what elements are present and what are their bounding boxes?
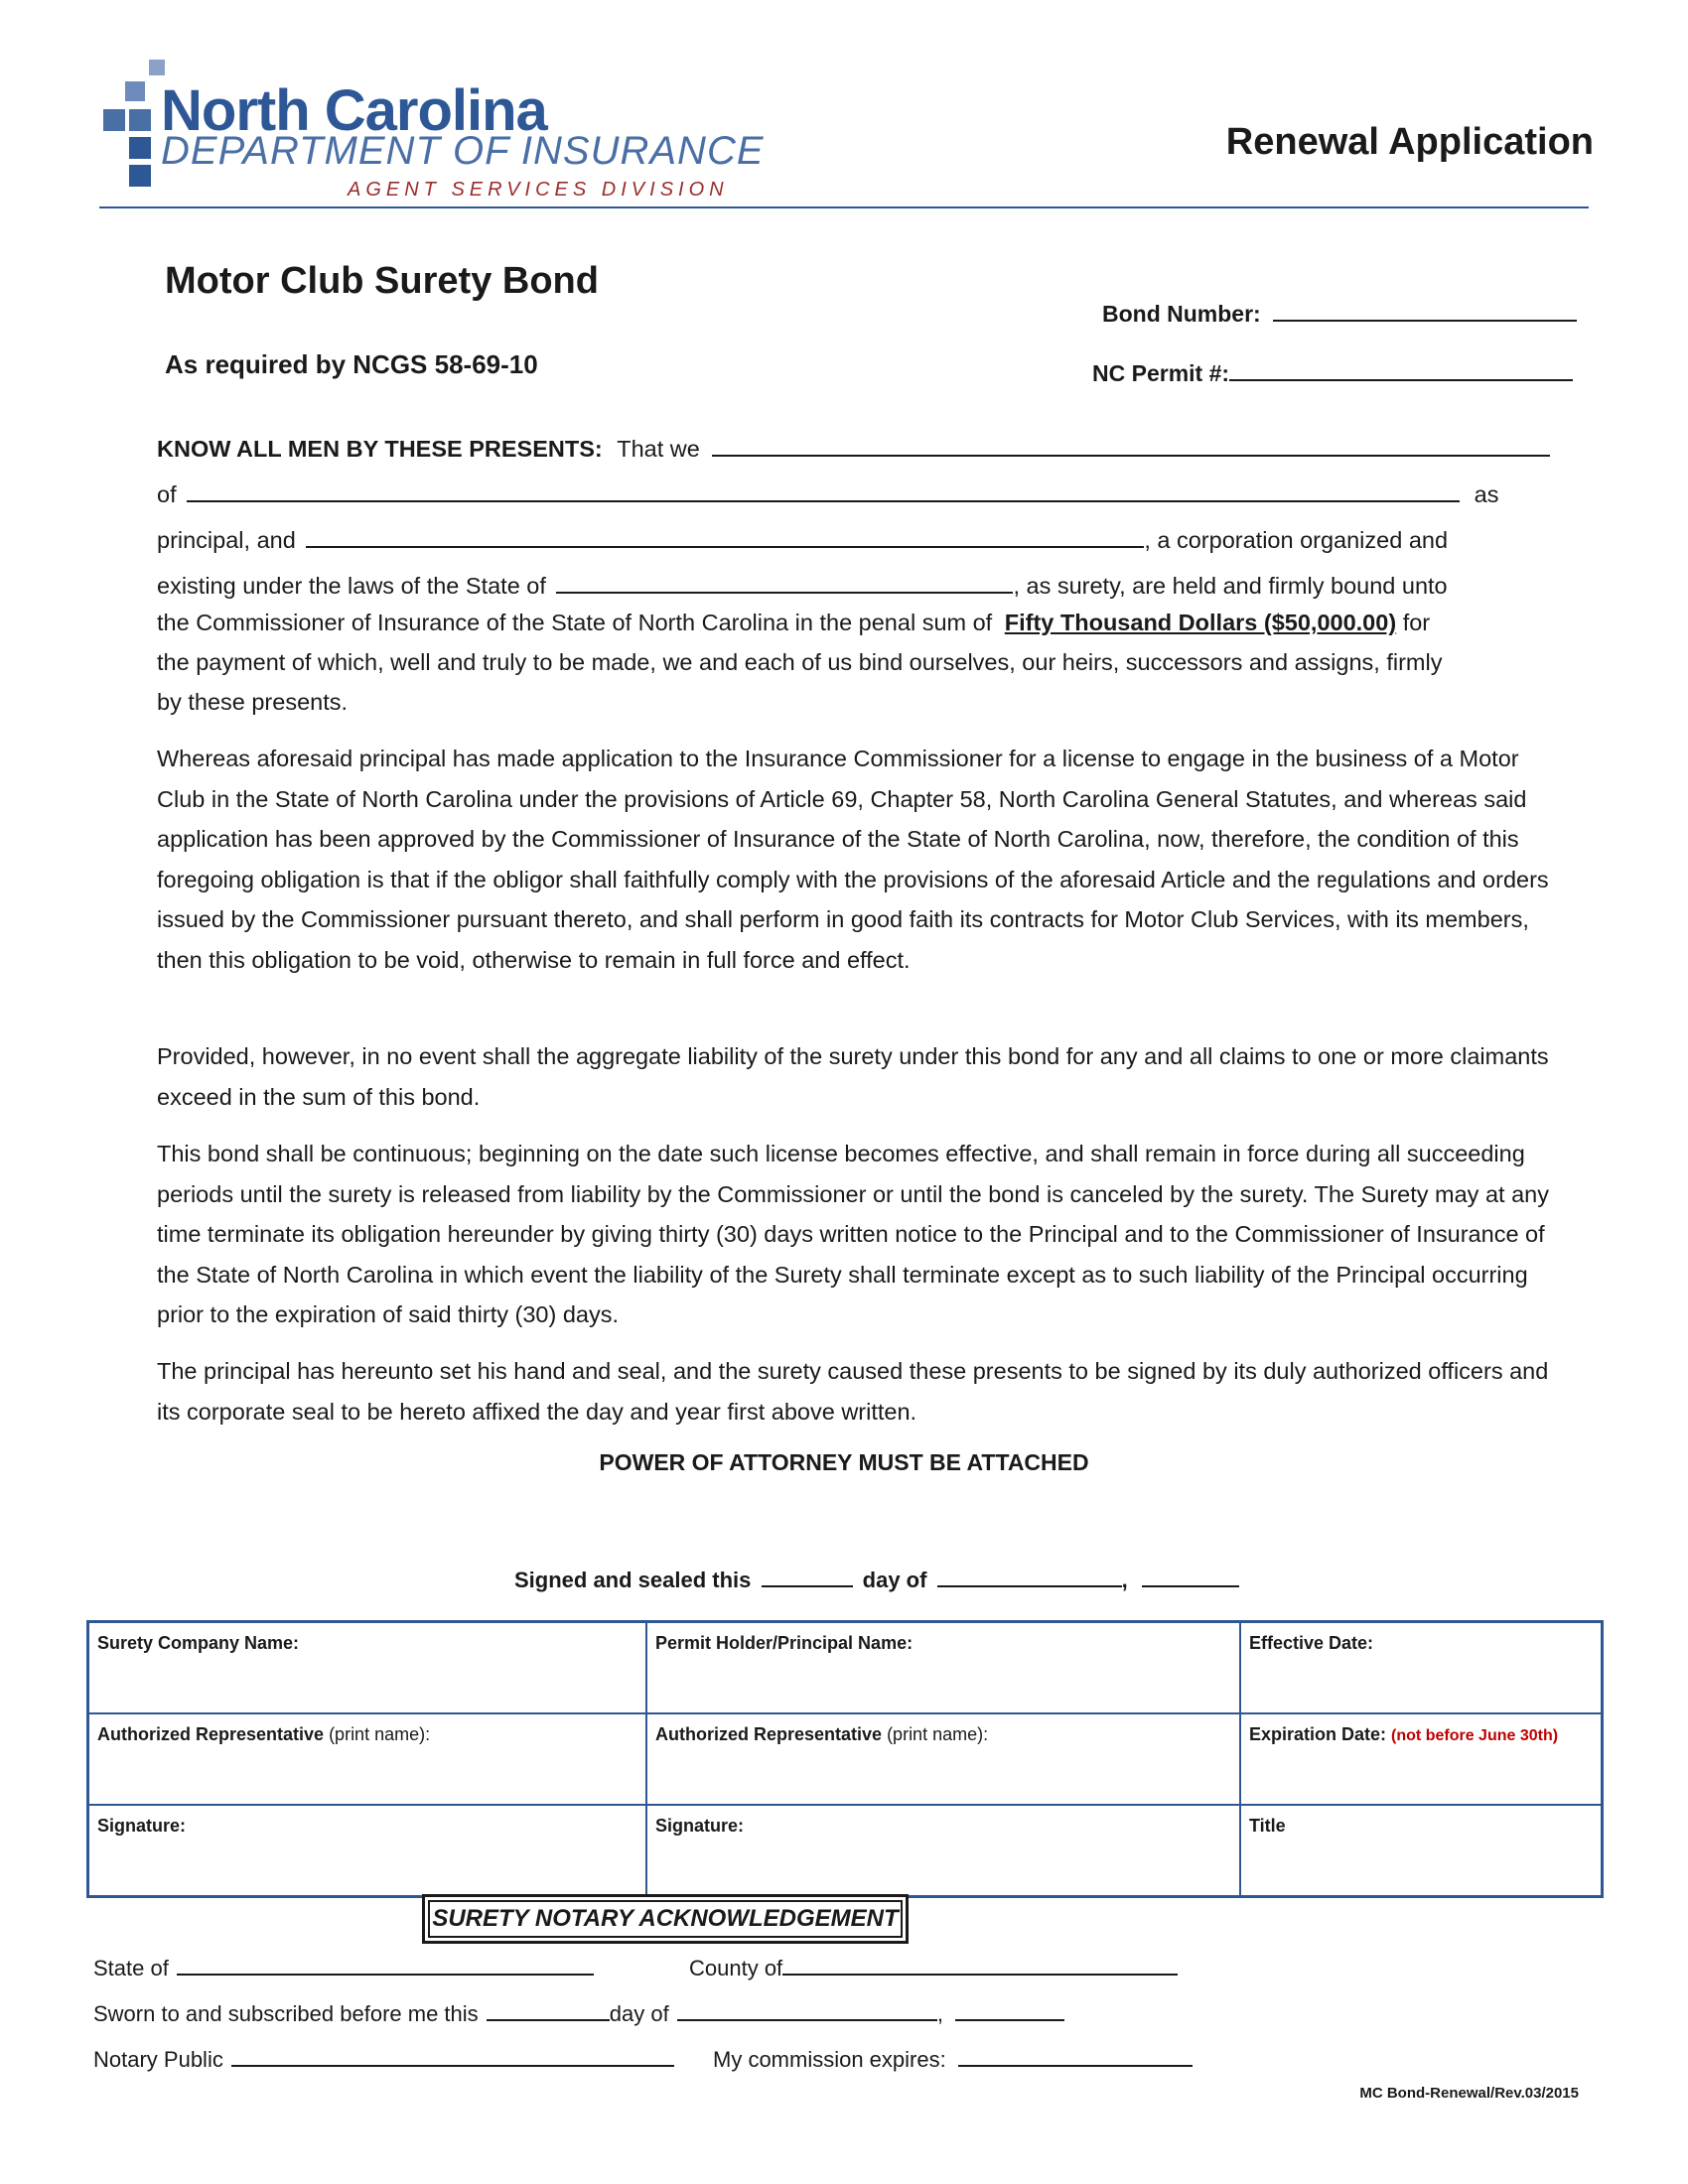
ncdoi-logo: [99, 60, 765, 208]
notary-sworn-label: Sworn to and subscribed before me this: [93, 2001, 479, 2026]
surety-rep-cell[interactable]: [88, 1713, 647, 1805]
existing-row: [157, 570, 1448, 600]
principal-rep-label: Authorized Representative: [655, 1724, 883, 1744]
notary-month-field[interactable]: [677, 1997, 937, 2021]
effective-date-cell[interactable]: [1240, 1622, 1603, 1714]
signed-day-of-label: day of: [862, 1568, 927, 1592]
nc-permit-field[interactable]: [1229, 357, 1573, 381]
notary-heading: SURETY NOTARY ACKNOWLEDGEMENT: [432, 1905, 899, 1932]
form-revision: MC Bond-Renewal/Rev.03/2015: [1359, 2085, 1579, 2102]
continuous-paragraph: This bond shall be continuous; beginning on the date such license becomes effective, and shall remain in force during all succeeding periods until the surety is released from liability by the Commissioner or until the bond is canceled by the surety. The Surety may at any time terminate its obligation hereunder by giving thirty (30) days written notice to the Principal and to the Commissioner of Insurance of the State of North Carolina in which event the liability of the Surety shall terminate except as to such liability of the Principal occurring prior to the expiration of said thirty (30) days.: [157, 1141, 1549, 1327]
surety-name-field[interactable]: [306, 524, 1144, 548]
principal-rep-cell[interactable]: [646, 1713, 1240, 1805]
table-row: [88, 1713, 1603, 1805]
principal-and-label: principal, and: [157, 527, 296, 553]
principal-name-field[interactable]: [712, 433, 1550, 457]
by-these-presents: by these presents.: [157, 689, 349, 715]
principal-rep-note: (print name):: [882, 1724, 989, 1744]
of-row: [157, 478, 1499, 508]
provided-paragraph: Provided, however, in no event shall the aggregate liability of the surety under this bond for any and all claims to one or more claimants exceed in the sum of this bond.: [157, 1043, 1549, 1110]
nc-permit-label: NC Permit #:: [1092, 360, 1230, 386]
signed-year-field[interactable]: [1142, 1564, 1239, 1587]
principal-signature-label: Signature:: [655, 1816, 745, 1836]
notary-sworn-row: [93, 1997, 1064, 2027]
permit-holder-cell[interactable]: [646, 1622, 1240, 1714]
notary-public-label: Notary Public: [93, 2047, 223, 2072]
notary-public-field[interactable]: [231, 2043, 674, 2067]
notary-county-label: County of: [689, 1956, 783, 1980]
as-surety-label: , as surety, are held and firmly bound unto: [1013, 573, 1448, 599]
logo-division: AGENT SERVICES DIVISION: [348, 179, 729, 201]
know-all-men-label: KNOW ALL MEN BY THESE PRESENTS:: [157, 436, 603, 462]
effective-date-label: Effective Date:: [1249, 1633, 1374, 1653]
notary-state-label: State of: [93, 1956, 169, 1980]
notary-year-field[interactable]: [955, 1997, 1064, 2021]
nc-permit-row: [1092, 357, 1573, 387]
surety-state-field[interactable]: [556, 570, 1013, 594]
notary-county-row: [689, 1952, 1178, 1981]
signed-sealed-label: Signed and sealed this: [514, 1568, 752, 1592]
penal-sum-amount: Fifty Thousand Dollars ($50,000.00): [1004, 610, 1397, 635]
corporation-label: , a corporation organized and: [1144, 527, 1449, 553]
signed-sealed-row: [514, 1564, 1239, 1593]
notary-county-field[interactable]: [782, 1952, 1178, 1976]
logo-square-icon: [149, 60, 165, 75]
table-row: [88, 1622, 1603, 1714]
bond-number-field[interactable]: [1273, 298, 1577, 322]
logo-square-icon: [103, 109, 125, 131]
notary-state-row: [93, 1952, 594, 1981]
bond-number-label: Bond Number:: [1102, 301, 1261, 327]
table-row: [88, 1805, 1603, 1897]
whereas-paragraph: Whereas aforesaid principal has made application to the Insurance Commissioner for a license to engage in the business of a Motor Club in the State of North Carolina under the provisions of Article 69, Chapter 58, North Carolina General Statutes, and whereas said application has been approved by the Commissioner of Insurance of the State of North Carolina, now, therefore, the condition of this foregoing obligation is that if the obligor shall faithfully comply with the provisions of the aforesaid Article and the regulations and orders issued by the Commissioner pursuant thereto, and shall perform in good faith its contracts for Motor Club Services, with its members, then this obligation to be void, otherwise to remain in full force and effect.: [157, 746, 1549, 973]
notary-heading-box: [422, 1894, 909, 1944]
permit-holder-label: Permit Holder/Principal Name:: [655, 1633, 914, 1653]
logo-square-icon: [129, 137, 151, 159]
surety-signature-label: Signature:: [97, 1816, 187, 1836]
statute-reference: As required by NCGS 58-69-10: [165, 349, 538, 379]
notary-comma: ,: [936, 2001, 943, 2026]
logo-square-icon: [125, 81, 145, 101]
existing-label: existing under the laws of the State of: [157, 573, 546, 599]
principal-address-field[interactable]: [187, 478, 1460, 502]
logo-square-icon: [129, 165, 151, 187]
notary-day-field[interactable]: [487, 1997, 610, 2021]
expiration-date-cell[interactable]: [1240, 1713, 1603, 1805]
commission-row: [713, 2043, 1193, 2073]
principal-signature-cell[interactable]: [646, 1805, 1240, 1897]
signature-table: [86, 1620, 1604, 1898]
notary-day-of-label: day of: [609, 2001, 669, 2026]
as-label: as: [1474, 481, 1499, 507]
title-label: Title: [1249, 1816, 1286, 1836]
logo-department: DEPARTMENT OF INSURANCE: [161, 129, 765, 173]
commission-label: My commission expires:: [713, 2047, 946, 2072]
of-label: of: [157, 481, 177, 507]
surety-rep-label: Authorized Representative: [97, 1724, 325, 1744]
surety-rep-note: (print name):: [324, 1724, 431, 1744]
penal-sum-row: [157, 610, 1430, 636]
principal-row: [157, 524, 1448, 554]
payment-line: the payment of which, well and truly to be made, we and each of us bind ourselves, our heirs, successors and assigns, firmly: [157, 649, 1443, 675]
signed-comma: ,: [1121, 1568, 1128, 1592]
signed-day-field[interactable]: [762, 1564, 853, 1587]
logo-state-name: North Carolina: [161, 78, 547, 143]
signed-month-field[interactable]: [937, 1564, 1122, 1587]
notary-public-row: [93, 2043, 674, 2073]
commission-expires-field[interactable]: [958, 2043, 1193, 2067]
that-we-label: That we: [617, 436, 700, 462]
bond-number-row: [1102, 298, 1577, 328]
form-type-heading: Renewal Application: [1225, 121, 1594, 163]
surety-company-cell[interactable]: [88, 1622, 647, 1714]
expiration-note: (not before June 30th): [1391, 1727, 1559, 1744]
page-title: Motor Club Surety Bond: [165, 260, 599, 302]
know-all-men-row: [157, 433, 1550, 463]
surety-signature-cell[interactable]: [88, 1805, 647, 1897]
title-cell[interactable]: [1240, 1805, 1603, 1897]
logo-square-icon: [129, 109, 151, 131]
notary-state-field[interactable]: [177, 1952, 594, 1976]
penal-sum-text: the Commissioner of Insurance of the State of North Carolina in the penal sum of: [157, 610, 993, 635]
seal-paragraph: The principal has hereunto set his hand and seal, and the surety caused these presents to be signed by its duly authorized officers and its corporate seal to be hereto affixed the day and year first above written.: [157, 1358, 1549, 1425]
header-divider: [99, 206, 1589, 208]
power-of-attorney-notice: POWER OF ATTORNEY MUST BE ATTACHED: [599, 1449, 1089, 1475]
surety-company-label: Surety Company Name:: [97, 1633, 300, 1653]
penal-sum-for: for: [1402, 610, 1431, 635]
expiration-date-label: Expiration Date:: [1249, 1724, 1387, 1744]
